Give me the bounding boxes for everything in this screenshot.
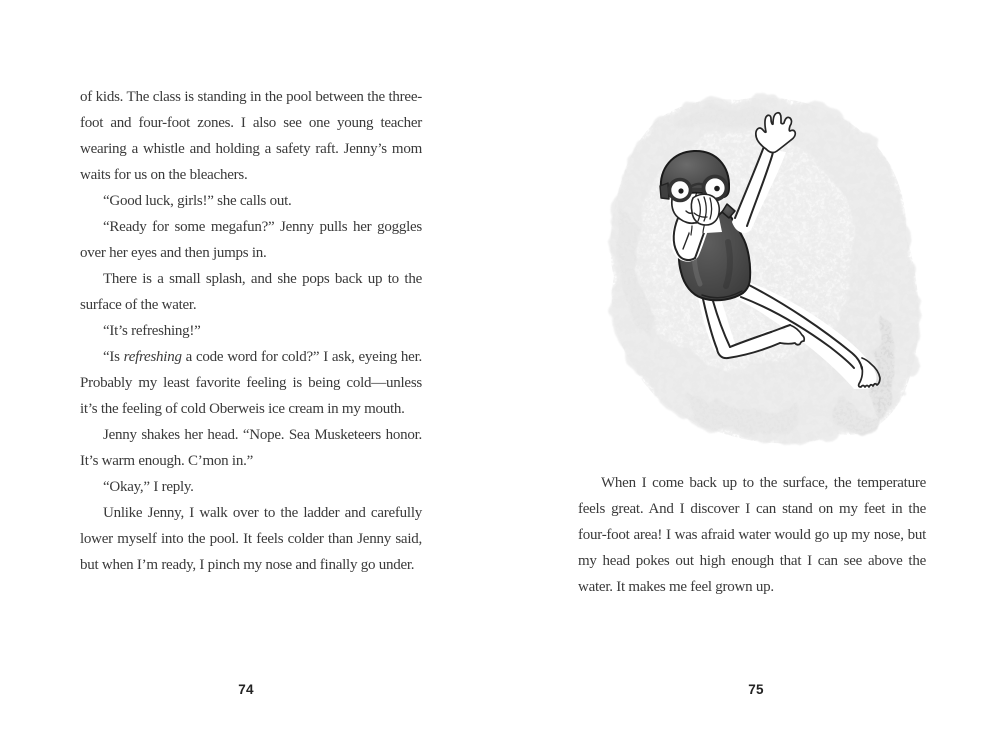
goggle-strap bbox=[660, 183, 669, 199]
paragraph-2: “Good luck, girls!” she calls out. bbox=[103, 193, 292, 209]
eye-right bbox=[714, 186, 720, 192]
paragraph-8: “Okay,” I reply. bbox=[103, 479, 194, 495]
swimmer-illustration bbox=[580, 85, 960, 465]
paragraph-7: Jenny shakes her head. “Nope. Sea Musketeers honor. It’s warm enough. C’mon in.” bbox=[80, 427, 422, 469]
paragraph-6-italic: refreshing bbox=[123, 349, 182, 365]
paragraph-6-pre: “Is bbox=[103, 349, 124, 365]
page-number-left: 74 bbox=[238, 682, 254, 697]
paragraph-3: “Ready for some megafun?” Jenny pulls her goggles over her eyes and then jumps in. bbox=[80, 219, 422, 261]
paragraph-9: Unlike Jenny, I walk over to the ladder and carefully lower myself into the pool. It feels colder than Jenny said, but when I’m ready, I pinch my nose and finally go under. bbox=[80, 505, 422, 573]
paragraph-4: There is a small splash, and she pops back up to the surface of the water. bbox=[80, 271, 422, 313]
paragraph-6 bbox=[80, 344, 422, 422]
left-page-text-block bbox=[80, 84, 422, 578]
page-number-right: 75 bbox=[748, 682, 764, 697]
right-page-text-block bbox=[578, 470, 926, 600]
eye-left bbox=[678, 188, 683, 193]
paragraph-5: “It’s refreshing!” bbox=[103, 323, 201, 339]
paragraph-1: of kids. The class is standing in the pool between the three-foot and four-foot zones. I also see one young teacher wearing a whistle and holding a safety raft. Jenny’s mom waits for us on the bleachers. bbox=[80, 89, 422, 183]
paragraph-10: When I come back up to the surface, the temperature feels great. And I discover I can stand on my feet in the four-foot area! I was afraid water would go up my nose, but my head pokes out high enough that I can see above the water. It makes me feel grown up. bbox=[578, 475, 926, 595]
paragraph-6-post: a code word for cold?” I ask, eyeing her. Probably my least favorite feeling is being cold—unless it’s the feeling of cold Oberweis ice cream in my mouth. bbox=[80, 349, 422, 417]
